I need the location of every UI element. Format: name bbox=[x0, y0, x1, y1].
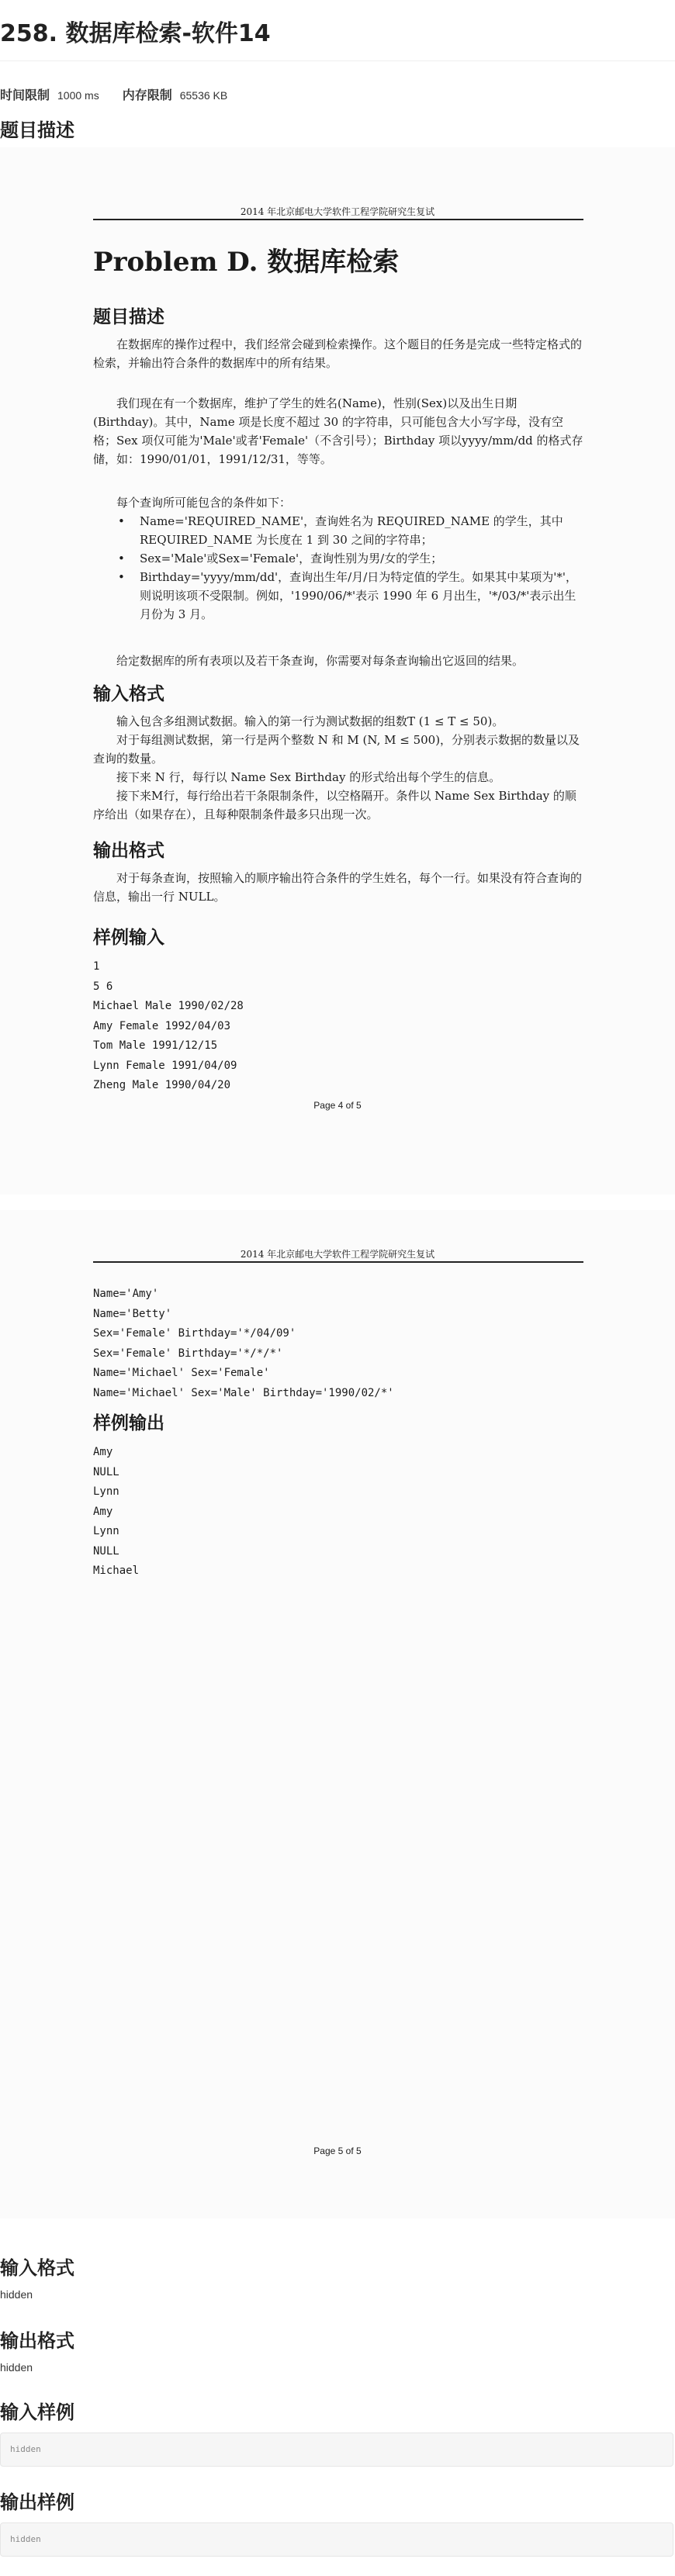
section-heading-sample-input: 输入样例 bbox=[0, 2401, 74, 2423]
doc-page-5-footer: Page 5 of 5 bbox=[313, 2146, 362, 2156]
condition-item: • Name='REQUIRED_NAME'，查询姓名为 REQUIRED_NAME 的学生，其中REQUIRED_NAME 为长度在 1 到 30 之间的字符串； bbox=[93, 512, 583, 549]
time-limit-value: 1000 ms bbox=[57, 89, 99, 102]
code-line: Name='Michael' Sex='Female' bbox=[93, 1367, 270, 1379]
output-format-value: hidden bbox=[0, 2361, 33, 2374]
doc-desc-paragraph-4: 给定数据库的所有表项以及若干条查询，你需要对每条查询输出它返回的结果。 bbox=[116, 654, 524, 668]
doc-input-paragraph-4: 接下来M行，每行给出若干条限制条件，以空格隔开。条件以 Name Sex Birthday 的顺序给出（如果存在），且每种限制条件最多只出现一次。 bbox=[93, 789, 576, 821]
sample-output-box: hidden bbox=[0, 2522, 673, 2557]
code-line: Sex='Female' Birthday='*/*/*' bbox=[93, 1347, 283, 1360]
code-line: Lynn bbox=[93, 1485, 119, 1498]
doc-page-4-footer: Page 4 of 5 bbox=[313, 1100, 362, 1111]
doc-heading-sample-input: 样例输入 bbox=[93, 927, 164, 948]
code-line: Michael bbox=[93, 1565, 140, 1577]
input-format-value: hidden bbox=[0, 2288, 33, 2301]
doc-condition-list bbox=[93, 512, 583, 624]
doc-heading-input: 输入格式 bbox=[93, 683, 164, 704]
section-heading-input-format: 输入格式 bbox=[0, 2257, 74, 2279]
doc-desc-paragraph-1: 在数据库的操作过程中，我们经常会碰到检索操作。这个题目的任务是完成一些特定格式的检索，并输出符合条件的数据库中的所有结果。 bbox=[93, 337, 583, 370]
code-line: Tom Male 1991/12/15 bbox=[93, 1039, 218, 1052]
condition-item: • Sex='Male'或Sex='Female'，查询性别为男/女的学生； bbox=[93, 549, 583, 568]
code-line: Lynn bbox=[93, 1525, 119, 1537]
doc-desc-paragraph-3: 每个查询所可能包含的条件如下： bbox=[116, 496, 292, 510]
doc-output-paragraph: 对于每条查询，按照输入的顺序输出符合条件的学生姓名，每个一行。如果没有符合查询的信息，输出一行 NULL。 bbox=[93, 871, 583, 904]
code-line: Zheng Male 1990/04/20 bbox=[93, 1079, 231, 1091]
section-heading-output-format: 输出格式 bbox=[0, 2330, 74, 2352]
code-line: 1 bbox=[93, 960, 100, 973]
doc-input-paragraph-1: 输入包含多组测试数据。输入的第一行为测试数据的组数T (1 ≤ T ≤ 50)。 bbox=[116, 714, 504, 728]
section-heading-sample-output: 输出样例 bbox=[0, 2491, 74, 2513]
sample-input-box: hidden bbox=[0, 2433, 673, 2467]
memory-limit-label: 内存限制 bbox=[122, 88, 172, 102]
doc-sample-input-part-1 bbox=[93, 957, 244, 1096]
memory-limit-value: 65536 KB bbox=[179, 89, 228, 102]
code-line: Lynn Female 1991/04/09 bbox=[93, 1059, 237, 1072]
code-line: Name='Amy' bbox=[93, 1288, 159, 1300]
code-line: 5 6 bbox=[93, 980, 113, 993]
code-line: Michael Male 1990/02/28 bbox=[93, 1000, 244, 1012]
doc-header: 2014 年北京邮电大学软件工程学院研究生复试 bbox=[240, 206, 435, 217]
code-line: Amy bbox=[93, 1446, 113, 1458]
code-line: Amy Female 1992/04/03 bbox=[93, 1019, 231, 1032]
code-line: NULL bbox=[93, 1465, 119, 1478]
doc-sample-output bbox=[93, 1443, 139, 1582]
doc-title: Problem D. 数据库检索 bbox=[93, 247, 400, 278]
doc-input-paragraph-2: 对于每组测试数据，第一行是两个整数 N 和 M (N, M ≤ 500)，分别表示数据的数量以及查询的数量。 bbox=[93, 733, 580, 766]
code-line: Amy bbox=[93, 1505, 113, 1518]
doc-header-rule-page-5 bbox=[93, 1261, 583, 1263]
doc-header-rule bbox=[93, 219, 583, 220]
doc-heading-description: 题目描述 bbox=[93, 306, 164, 327]
condition-item: • Birthday='yyyy/mm/dd'，查询出生年/月/日为特定值的学生。如果其中某项为'*'，则说明该项不受限制。例如，'1990/06/*'表示 1990 年 6 月出生，'*/03/*'表示出生月份为 3 月。 bbox=[93, 568, 583, 624]
doc-sample-input-part-2 bbox=[93, 1285, 394, 1403]
code-line: Sex='Female' Birthday='*/04/09' bbox=[93, 1327, 296, 1340]
doc-header-page-5: 2014 年北京邮电大学软件工程学院研究生复试 bbox=[240, 1249, 435, 1260]
time-limit-label: 时间限制 bbox=[0, 88, 50, 102]
code-line: Name='Betty' bbox=[93, 1307, 172, 1320]
page-title: 258. 数据库检索-软件14 bbox=[0, 20, 271, 47]
doc-input-paragraph-3: 接下来 N 行，每行以 Name Sex Birthday 的形式给出每个学生的信息。 bbox=[116, 770, 501, 784]
limits-bar bbox=[0, 85, 251, 103]
code-line: NULL bbox=[93, 1544, 119, 1558]
doc-heading-sample-output: 样例输出 bbox=[93, 1412, 164, 1433]
doc-desc-paragraph-2: 我们现在有一个数据库，维护了学生的姓名(Name)，性别(Sex)以及出生日期(Birthday)。其中，Name 项是长度不超过 30 的字符串，只可能包含大小写字母，没有空格；Sex 项仅可能为'Male'或者'Female'（不含引号）；Birthday 项以yyyy/mm/dd 的格式存储，如：1990/01/01，1991/12/31，等等。 bbox=[93, 396, 583, 466]
section-heading-description: 题目描述 bbox=[0, 119, 74, 141]
code-line: Name='Michael' Sex='Male' Birthday='1990/02/*' bbox=[93, 1386, 394, 1399]
doc-heading-output: 输出格式 bbox=[93, 840, 164, 861]
